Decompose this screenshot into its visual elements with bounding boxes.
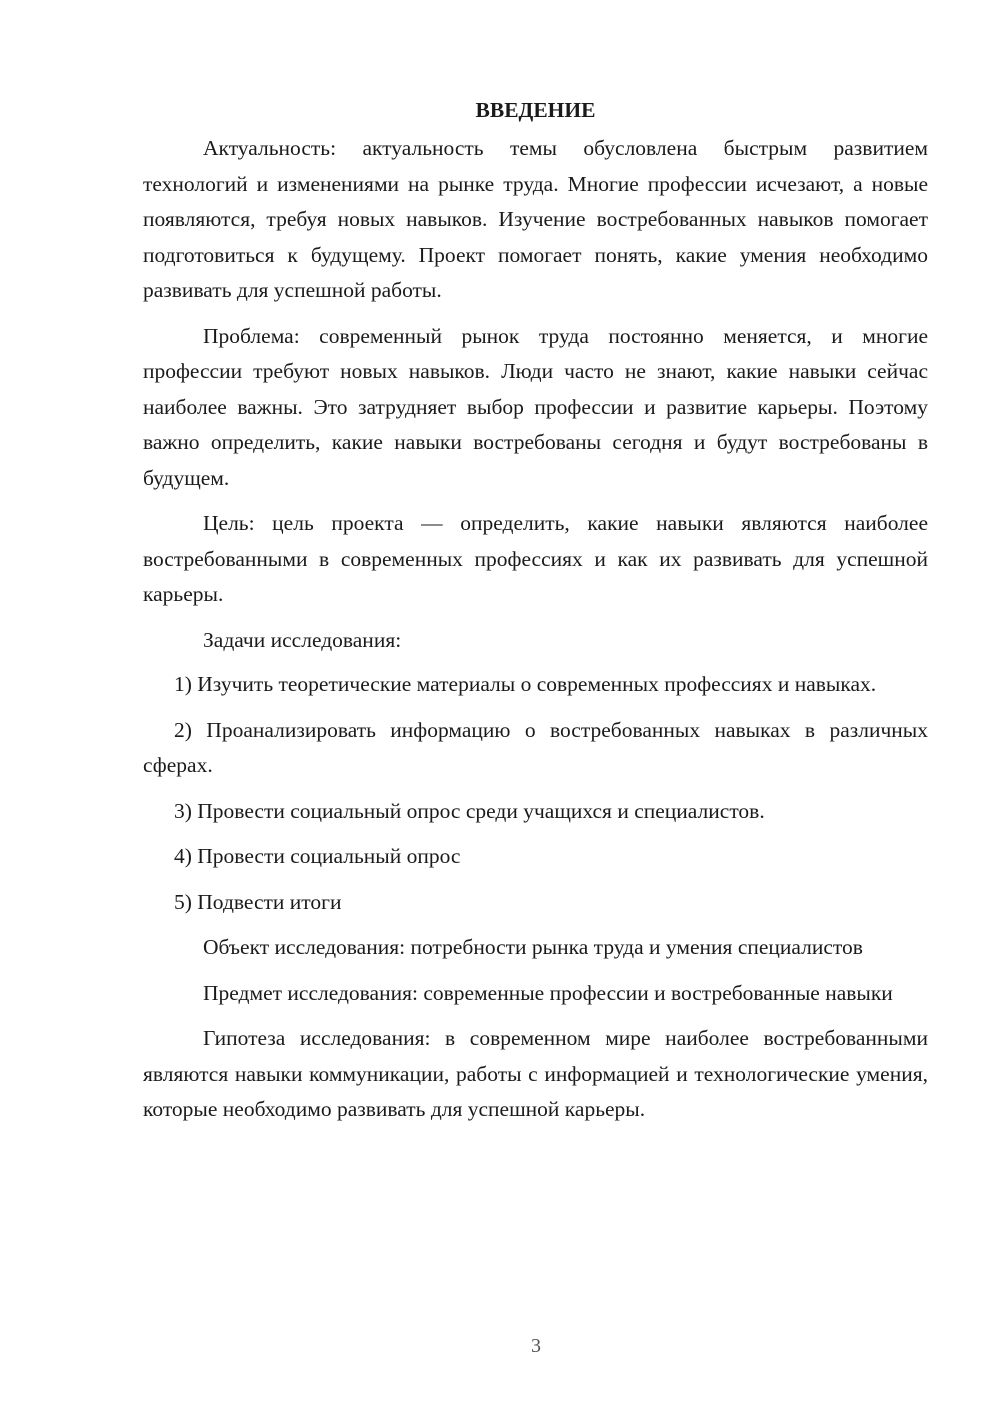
task-item-5: 5) Подвести итоги xyxy=(174,889,342,914)
page-content xyxy=(143,93,928,1138)
paragraph-relevance: Актуальность: актуальность темы обусловлена быстрым развитием технологий и изменениями на рынке труда. Многие профессии исчезают, а новые появляются, требуя новых навыков. Изучение востребованных навыков помогает подготовиться к будущему. Проект помогает понять, какие умения необходимо развивать для успешной работы. xyxy=(143,136,928,302)
tasks-heading: Задачи исследования: xyxy=(203,627,402,652)
paragraph-goal: Цель: цель проекта — определить, какие навыки являются наиболее востребованными в современных профессиях и как их развивать для успешной карьеры. xyxy=(143,511,928,606)
task-item-4: 4) Провести социальный опрос xyxy=(174,844,461,868)
paragraph-subject: Предмет исследования: современные профессии и востребованные навыки xyxy=(203,980,893,1005)
task-item-2: 2) Проанализировать информацию о востребованных навыках в различных сферах. xyxy=(143,717,928,777)
task-item-3: 3) Провести социальный опрос среди учащихся и специалистов. xyxy=(174,798,765,823)
page-number: 3 xyxy=(531,1335,541,1357)
paragraph-object: Объект исследования: потребности рынка труда и умения специалистов xyxy=(203,935,863,959)
page-title: ВВЕДЕНИЕ xyxy=(475,98,596,122)
paragraph-problem: Проблема: современный рынок труда постоянно меняется, и многие профессии требуют новых навыков. Люди часто не знают, какие навыки сейчас наиболее важны. Это затрудняет выбор профессии и развитие карьеры. Поэтому важно определить, какие навыки востребованы сегодня и будут востребованы в будущем. xyxy=(143,323,928,490)
paragraph-hypothesis: Гипотеза исследования: в современном мире наиболее востребованными являются навыки коммуникации, работы с информацией и технологические умения, которые необходимо развивать для успешной карьеры. xyxy=(143,1026,928,1121)
task-item-1: 1) Изучить теоретические материалы о современных профессиях и навыках. xyxy=(174,672,877,696)
